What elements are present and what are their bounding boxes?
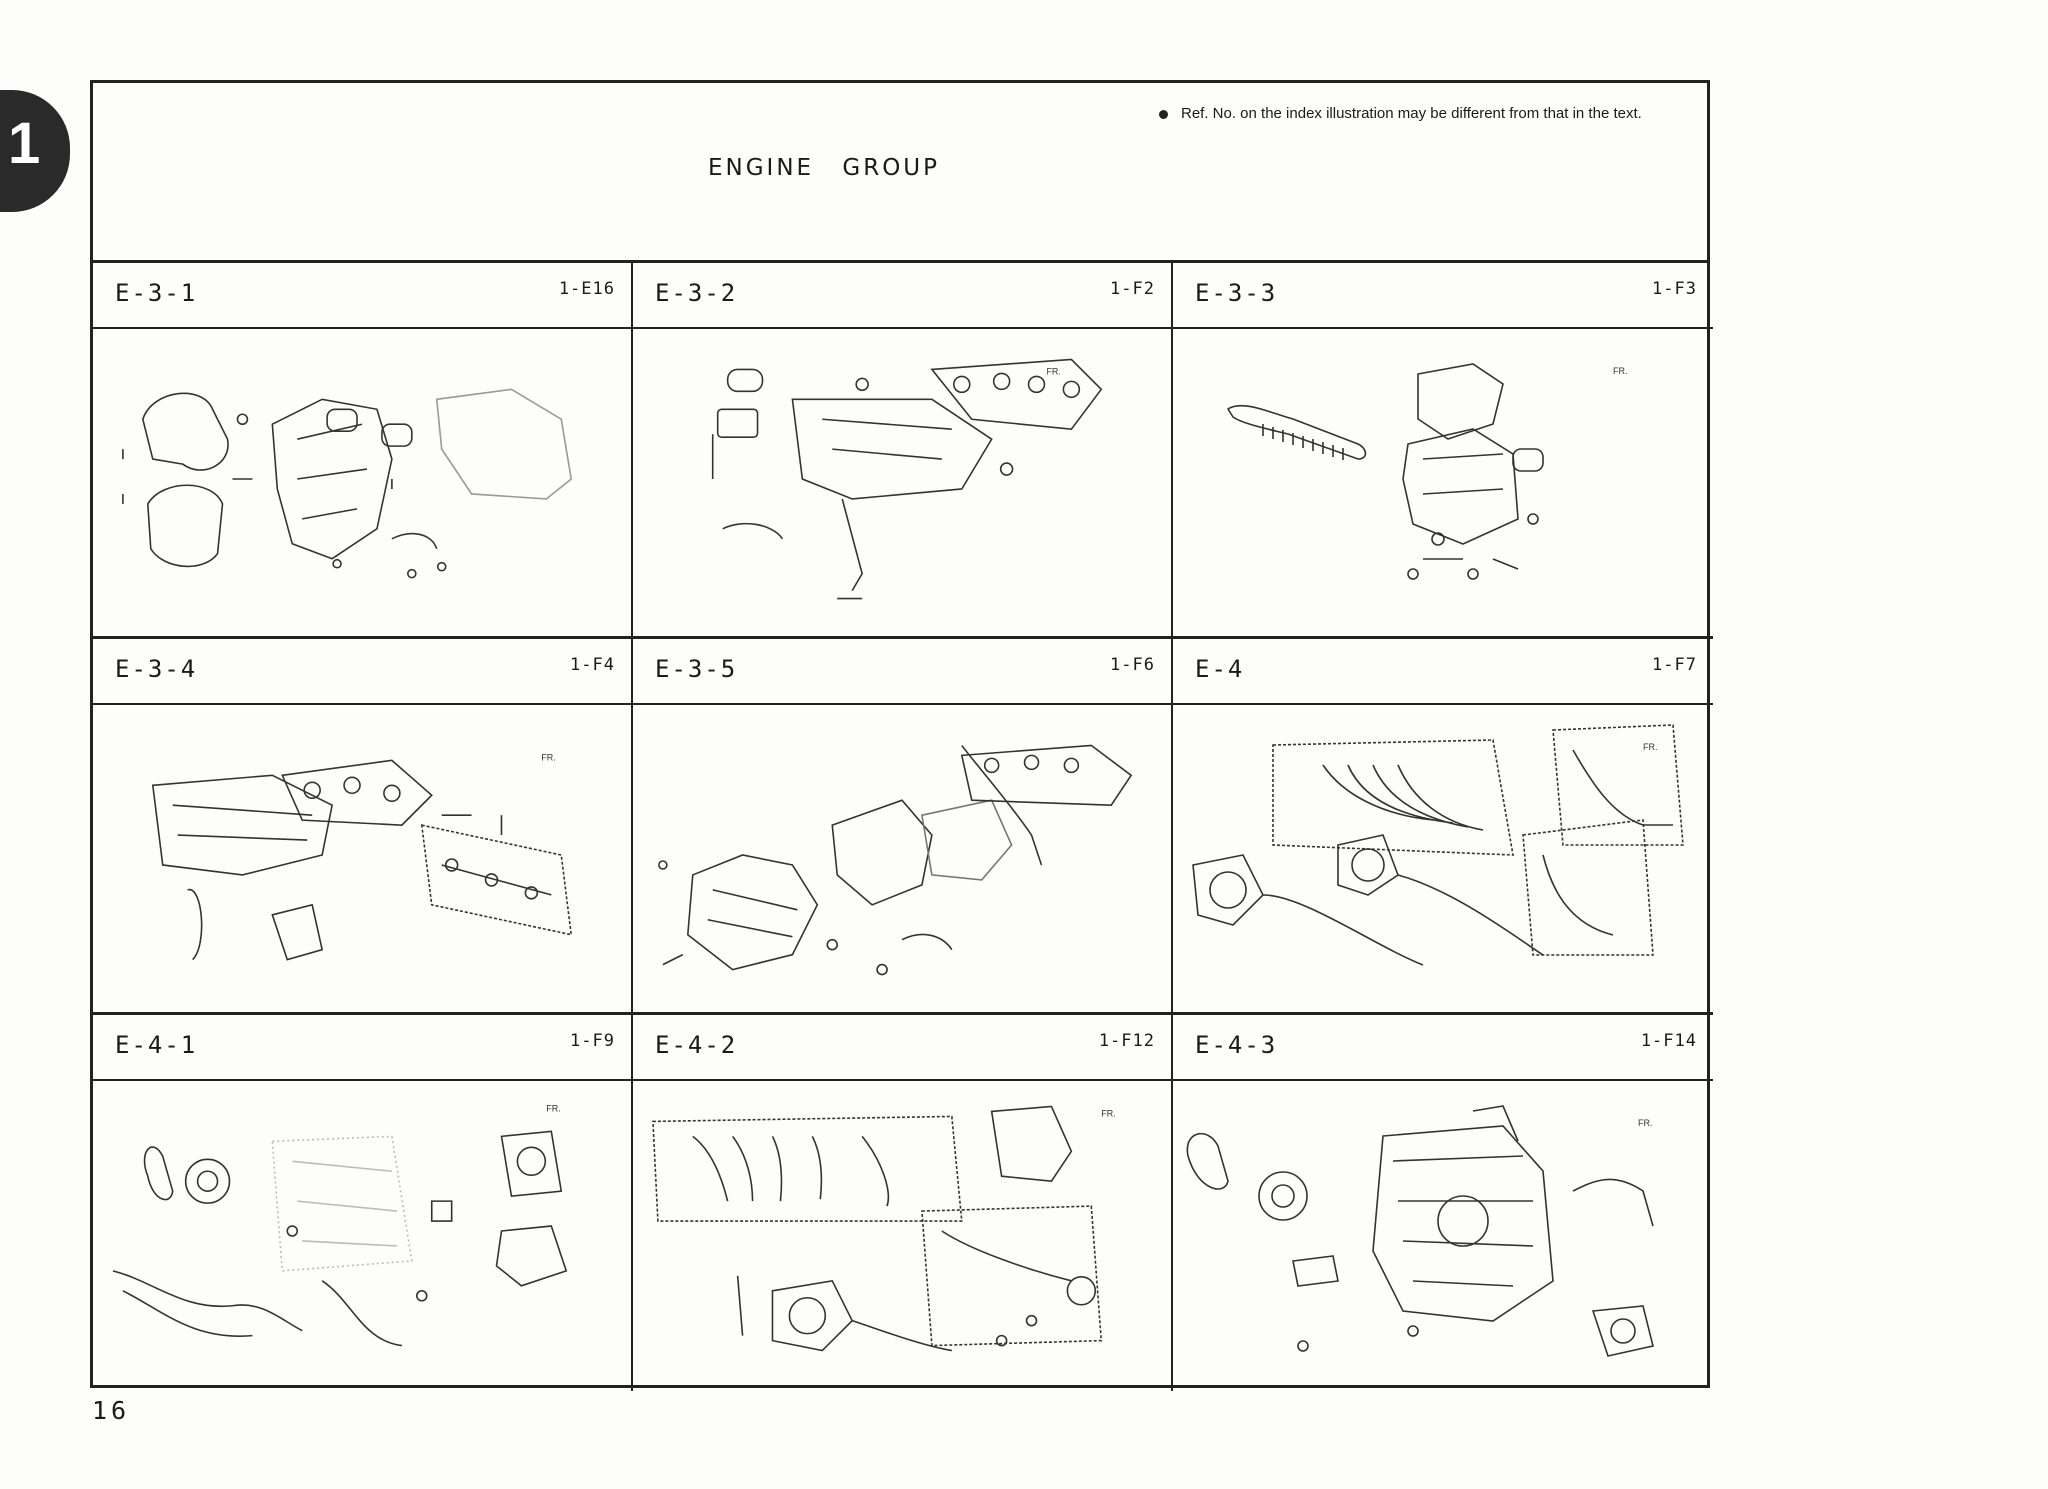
intake-manifold-drawing: [633, 329, 1171, 636]
panel-code: E-3-1: [115, 279, 198, 307]
wire-harness-drawing: [93, 1081, 631, 1388]
panel-code: E-4: [1195, 655, 1245, 683]
panel-header: [633, 263, 1171, 329]
panel-code: E-4-1: [115, 1031, 198, 1059]
reference-note-text: Ref. No. on the index illustration may be different from that in the text.: [1181, 105, 1642, 122]
exhaust-manifold-cover-drawing: [93, 329, 631, 636]
panel-header: [93, 1015, 631, 1081]
panel-code: E-3-2: [655, 279, 738, 307]
panel-page-ref: 1-F2: [1110, 279, 1155, 299]
panel-e-3-3[interactable]: [1173, 263, 1713, 639]
panel-page-ref: 1-F6: [1110, 655, 1155, 675]
panel-e-3-1[interactable]: [93, 263, 633, 639]
panel-code: E-3-5: [655, 655, 738, 683]
section-tab: [0, 90, 70, 212]
panel-page-ref: 1-F9: [570, 1031, 615, 1051]
panel-e-4-1[interactable]: [93, 1015, 633, 1391]
panel-e-4-3[interactable]: [1173, 1015, 1713, 1391]
svg-text:FR.: FR.: [1638, 1118, 1653, 1128]
group-header: [93, 83, 1707, 263]
panel-header: [1173, 263, 1713, 329]
panel-e-3-4[interactable]: [93, 639, 633, 1015]
section-tab-number: 1: [8, 111, 41, 176]
panel-page-ref: 1-F4: [570, 655, 615, 675]
exhaust-pipe-drawing: [1173, 329, 1713, 636]
engine-assembly-drawing: [1173, 1081, 1713, 1388]
panel-header: [1173, 639, 1713, 705]
svg-text:FR.: FR.: [546, 1103, 561, 1114]
bullet-icon: [1159, 110, 1168, 119]
panel-header: [1173, 1015, 1713, 1081]
index-frame: [90, 80, 1710, 1388]
panel-header: [633, 1015, 1171, 1081]
reference-note: [1181, 105, 1671, 122]
fuel-rail-drawing: [93, 705, 631, 1012]
panel-e-3-2[interactable]: [633, 263, 1173, 639]
panel-header: [633, 639, 1171, 705]
heat-shield-drawing: [633, 705, 1171, 1012]
svg-text:FR.: FR.: [1613, 366, 1628, 376]
svg-text:FR.: FR.: [541, 752, 556, 763]
panel-e-4-2[interactable]: [633, 1015, 1173, 1391]
svg-text:FR.: FR.: [1046, 366, 1061, 377]
panel-code: E-3-3: [1195, 279, 1278, 307]
panel-page-ref: 1-F3: [1652, 279, 1697, 299]
panel-page-ref: 1-F14: [1640, 1031, 1697, 1051]
page-number: 16: [92, 1396, 131, 1425]
panel-page-ref: 1-E16: [558, 279, 615, 299]
panel-page-ref: 1-F7: [1652, 655, 1697, 675]
svg-text:FR.: FR.: [1643, 742, 1658, 752]
panel-code: E-4-3: [1195, 1031, 1278, 1059]
group-title: ENGINE GROUP: [708, 155, 941, 181]
panel-e-4[interactable]: [1173, 639, 1713, 1015]
panel-e-3-5[interactable]: [633, 639, 1173, 1015]
svg-text:FR.: FR.: [1101, 1108, 1116, 1119]
distributor-drawing: [633, 1081, 1171, 1388]
panel-header: [93, 639, 631, 705]
panel-header: [93, 263, 631, 329]
panel-code: E-3-4: [115, 655, 198, 683]
panel-page-ref: 1-F12: [1098, 1031, 1155, 1051]
panel-code: E-4-2: [655, 1031, 738, 1059]
ignition-wire-drawing: [1173, 705, 1713, 1012]
